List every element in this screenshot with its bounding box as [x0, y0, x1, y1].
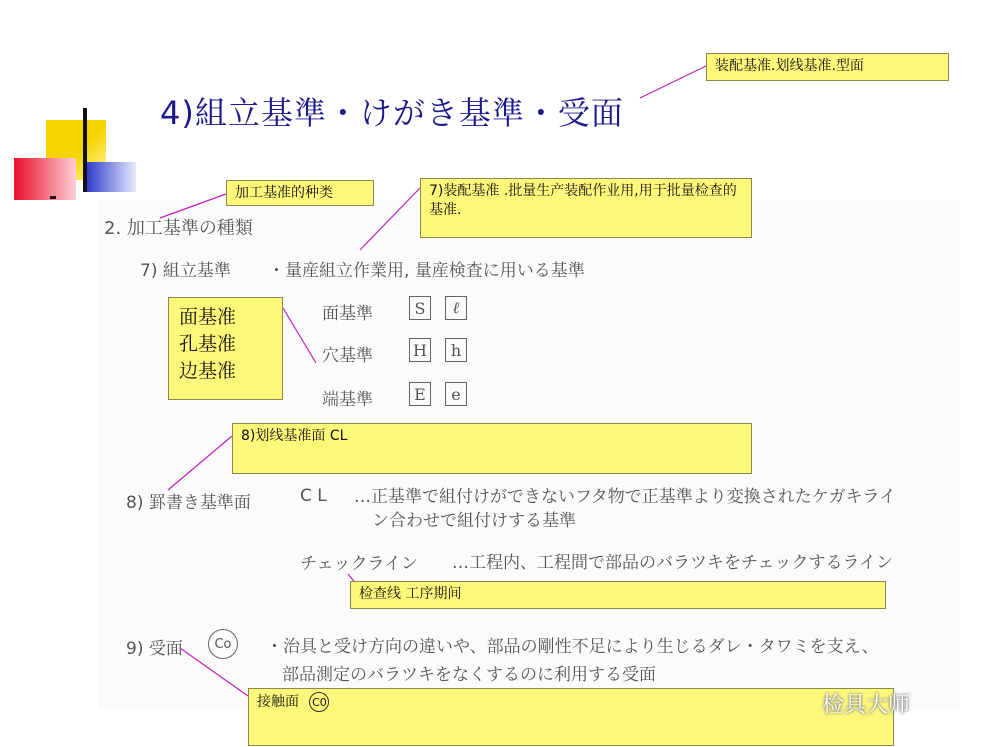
item9-line2: 部品測定のバラツキをなくするのに利用する受面 [282, 665, 656, 685]
note-contact [248, 688, 894, 746]
base-upper-1: H [409, 338, 431, 362]
page-title: 4)組立基準・けがき基準・受面 [160, 94, 624, 132]
item8-label: 8) 罫書き基準面 [126, 493, 251, 513]
item9-symbol: Co [208, 629, 238, 659]
note-kind: 加工基准的种类 [226, 180, 374, 206]
item7-label: 7) 組立基準 [140, 261, 231, 281]
note-assembly: 7)装配基准 .批量生产装配作业用,用于批量检查的基准. [420, 178, 752, 238]
base-lower-0: ℓ [445, 296, 467, 320]
note-face-1: 孔基准 [179, 333, 237, 355]
note-faces [168, 297, 283, 400]
check-desc: …工程内、工程間で部品のバラツキをチェックするライン [452, 553, 893, 573]
contact-symbol-icon: C0 [309, 692, 329, 712]
item9-label: 9) 受面 [126, 639, 183, 659]
base-name-0: 面基準 [322, 304, 373, 324]
base-lower-1: h [445, 338, 467, 362]
note-face-2: 边基准 [179, 360, 237, 382]
item8-line2: ン合わせで組付けする基準 [372, 511, 576, 531]
base-upper-0: S [409, 296, 431, 320]
item9-line1: ・治具と受け方向の違いや、部品の剛性不足により生じるダレ・タワミを支え、 [266, 637, 879, 657]
item7-desc: ・量産組立作業用, 量産検査に用いる基準 [268, 261, 585, 281]
note-check: 检查线 工序期间 [350, 581, 886, 609]
base-upper-2: E [409, 382, 431, 406]
doc-heading: 2. 加工基準の種類 [104, 218, 253, 239]
item8-line1: …正基準で組付けができないフタ物で正基準より変換されたケガキライ [354, 487, 896, 507]
base-lower-2: e [445, 382, 467, 406]
watermark: 检具大师 [822, 693, 911, 718]
base-name-1: 穴基準 [322, 346, 373, 366]
check-label: チェックライン [300, 554, 418, 574]
note-top: 装配基准.划线基准.型面 [706, 53, 949, 81]
item8-code: C L [300, 486, 327, 506]
base-name-2: 端基準 [322, 390, 373, 410]
note-face-0: 面基准 [179, 306, 237, 328]
note-cl: 8)划线基准面 CL [232, 423, 752, 474]
note-contact-label: 接触面 [257, 694, 299, 710]
